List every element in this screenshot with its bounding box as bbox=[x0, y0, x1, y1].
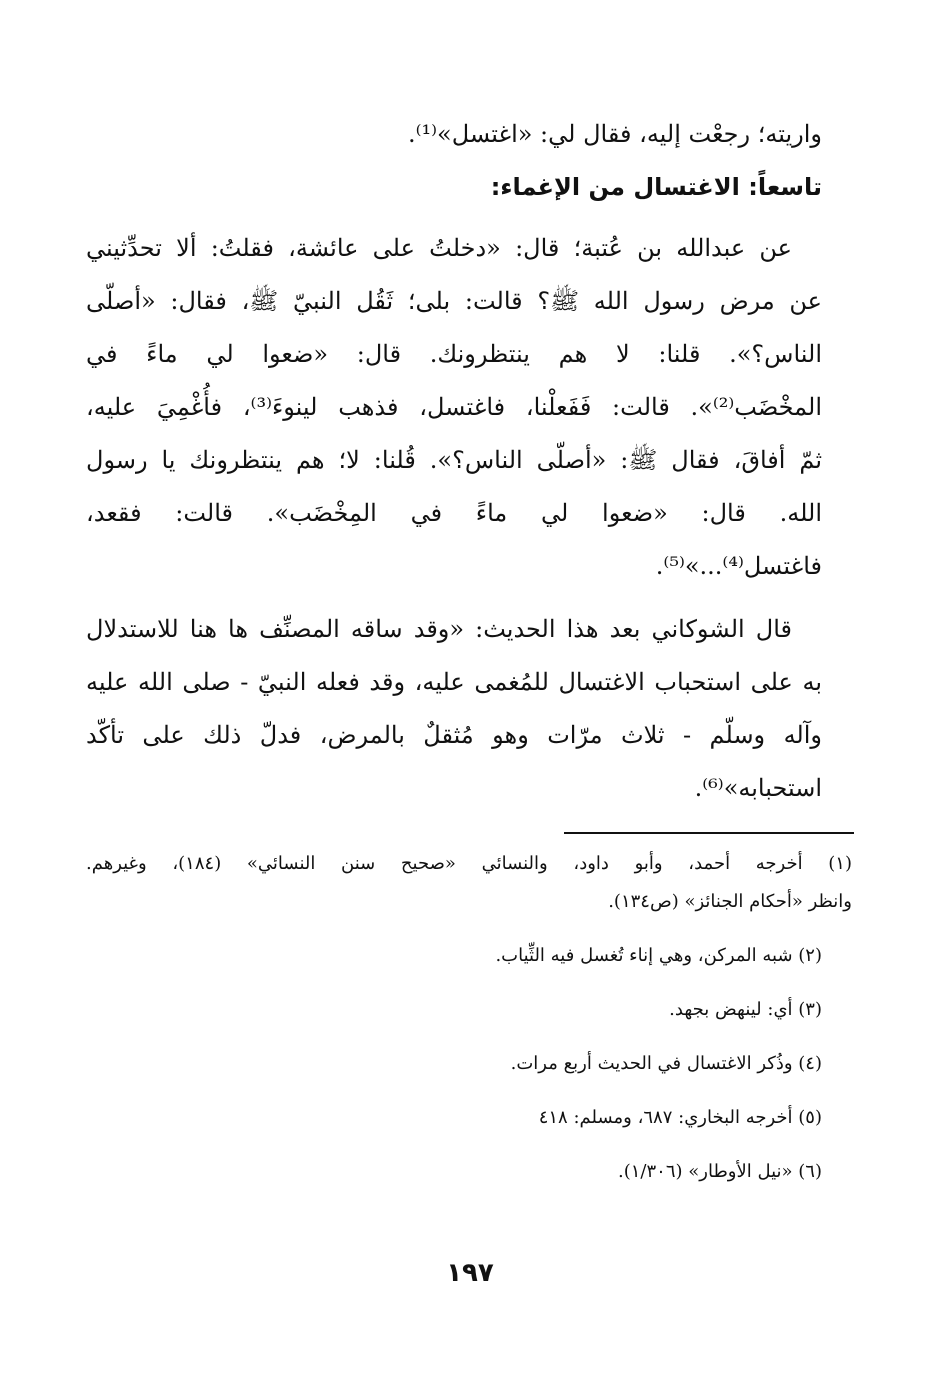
footnote-1 bbox=[86, 850, 852, 916]
paragraph-hadith bbox=[86, 222, 822, 593]
text-line: الله. قال: «ضعوا لي ماءً في المِخْضَب». قالت: فقعد، bbox=[86, 499, 822, 527]
footnote-6: (٦) «نيل الأوطار» (١/٣٠٦). bbox=[618, 1161, 822, 1182]
footnote-4: (٤) وذُكر الاغتسال في الحديث أربع مرات. bbox=[510, 1053, 822, 1074]
text-line: عن عبدالله بن عُتبة؛ قال: «دخلتُ على عائشة، فقلتُ: ألا تحدِّثيني bbox=[86, 234, 792, 262]
footnote-separator bbox=[564, 832, 854, 834]
footnote-2: (٢) شبه المركن، وهي إناء تُغسل فيه الثِّياب. bbox=[495, 945, 822, 966]
footnote-3: (٣) أي: لينهض بجهد. bbox=[669, 999, 822, 1020]
text-line: استحبابه»⁽⁶⁾. bbox=[694, 774, 822, 802]
text-line: ثمّ أفاقَ، فقال ﷺ: «أصلّى الناس؟». قُلنا: لا؛ هم ينتظرونك يا رسول bbox=[86, 446, 822, 474]
text-line: قال الشوكاني بعد هذا الحديث: «وقد ساقه المصنِّف ها هنا للاستدلال bbox=[86, 615, 792, 643]
text-line: عن مرض رسول الله ﷺ؟ قالت: بلى؛ ثَقُل النبيّ ﷺ، فقال: «أصلّى bbox=[86, 287, 822, 315]
footnote-5: (٥) أخرجه البخاري: ٦٨٧، ومسلم: ٤١٨ bbox=[538, 1107, 822, 1128]
text-line: به على استحباب الاغتسال للمُغمى عليه، وقد فعله النبيّ - صلى الله عليه bbox=[86, 668, 822, 696]
text-line: وآله وسلّم - ثلاث مرّات وهو مُثقلٌ بالمرض، فدلّ ذلك على تأكّد bbox=[86, 721, 822, 749]
text-line: واريته؛ رجعْت إليه، فقال لي: «اغتسل»⁽¹⁾. bbox=[407, 120, 822, 148]
text-line: الناس؟». قلنا: لا هم ينتظرونك. قال: «ضعوا لي ماءً في bbox=[86, 340, 822, 368]
page-number: ١٩٧ bbox=[446, 1258, 494, 1288]
footnote-text: وانظر «أحكام الجنائز» (ص١٣٤). bbox=[608, 891, 852, 912]
text-line: المخْضَب⁽²⁾». قالت: فَفَعلْنا، فاغتسل، فذهب لينوءَ⁽³⁾، فأُغْمِيَ عليه، bbox=[86, 393, 822, 421]
section-heading: تاسعاً: الاغتسال من الإغماء: bbox=[490, 173, 822, 201]
paragraph-shawkani bbox=[86, 603, 822, 815]
main-text bbox=[86, 108, 822, 815]
text-line: فاغتسل⁽⁴⁾...»⁽⁵⁾. bbox=[655, 552, 822, 580]
footnote-text: (١) أخرجه أحمد، وأبو داود، والنسائي «صحيح سنن النسائي» (١٨٤)، وغيرهم. bbox=[86, 853, 852, 874]
footnotes bbox=[86, 850, 852, 1212]
